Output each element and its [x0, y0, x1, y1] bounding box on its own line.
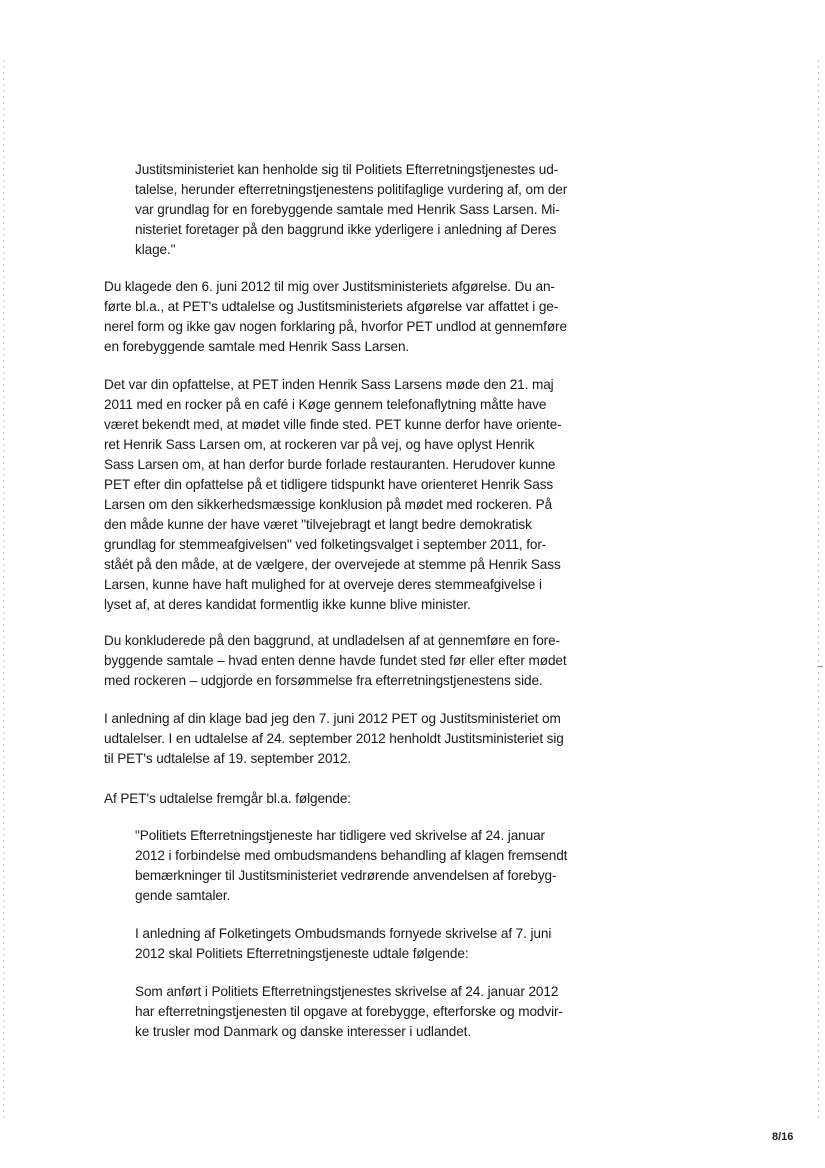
scan-edge-left: [3, 60, 4, 1120]
text-line: en forebyggende samtale med Henrik Sass Larsen.: [104, 339, 410, 354]
text-line: Af PET's udtalelse fremgår bl.a. følgende:: [104, 791, 351, 806]
text-line: grundlag for stemmeafgivelsen" ved folketingsvalget i september 2011, for-: [104, 537, 547, 552]
text-line: Larsen, kunne have haft mulighed for at overveje deres stemmeafgivelse i: [104, 577, 542, 592]
text-line: 2012 i forbindelse med ombudsmandens behandling af klagen fremsendt: [135, 848, 568, 863]
text-line: ret Henrik Sass Larsen om, at rockeren var på vej, og have oplyst Henrik: [104, 437, 535, 452]
text-line: Justitsministeriet kan henholde sig til Politiets Efterretningstjenestes ud-: [135, 162, 559, 177]
text-line: talelse, herunder efterretningstjenestens politifaglige vurdering af, om der: [135, 182, 568, 197]
text-line: Sass Larsen om, at han derfor burde forlade restauranten. Herudover kunne: [104, 457, 556, 472]
text-line: I anledning af din klage bad jeg den 7. juni 2012 PET og Justitsministeriet om: [104, 711, 561, 726]
text-line: har efterretningstjenesten til opgave at forebygge, efterforske og modvir-: [135, 1004, 563, 1019]
scan-edge-right: [818, 60, 819, 1120]
text-line: Du klagede den 6. juni 2012 til mig over Justitsministeriets afgørelse. Du an-: [104, 279, 555, 294]
text-line: byggende samtale – hvad enten denne havde fundet sted før eller efter mødet: [104, 653, 567, 668]
text-line: til PET's udtalelse af 19. september 2012.: [104, 751, 351, 766]
text-line: Du konkluderede på den baggrund, at undladelsen af at gennemføre en fore-: [104, 633, 560, 648]
text-line: nisteriet foretager på den baggrund ikke yderligere i anledning af Deres: [135, 222, 557, 237]
text-line: udtalelser. I en udtalelse af 24. september 2012 henholdt Justitsministeriet sig: [104, 731, 564, 746]
text-line: lyset af, at deres kandidat formentlig ikke kunne blive minister.: [104, 597, 471, 612]
text-line: nerel form og ikke gav nogen forklaring på, hvorfor PET undlod at gennemføre: [104, 319, 567, 334]
text-line: 2011 med en rocker på en café i Køge gennem telefonaflytning måtte have: [104, 397, 547, 412]
page-number: 8/16: [772, 1131, 794, 1143]
text-line: "Politiets Efterretningstjeneste har tidligere ved skrivelse af 24. januar: [135, 828, 545, 843]
text-line: klage.": [135, 242, 176, 257]
text-line: været bekendt med, at mødet ville finde sted. PET kunne derfor have oriente-: [104, 417, 562, 432]
text-line: med rockeren – udgjorde en forsømmelse fra efterretningstjenestens side.: [104, 673, 543, 688]
text-line: Larsen om den sikkerhedsmæssige konklusion på mødet med rockeren. På: [104, 497, 553, 512]
scan-mark: [818, 666, 823, 667]
text-line: 2012 skal Politiets Efterretningstjeneste udtale følgende:: [135, 946, 469, 961]
text-line: ke trusler mod Danmark og danske interesser i udlandet.: [135, 1024, 472, 1039]
text-line: førte bl.a., at PET's udtalelse og Justitsministeriets afgørelse var affattet i ge-: [104, 299, 559, 314]
text-line: I anledning af Folketingets Ombudsmands fornyede skrivelse af 7. juni: [135, 926, 552, 941]
text-line: Det var din opfattelse, at PET inden Henrik Sass Larsens møde den 21. maj: [104, 377, 554, 392]
text-line: var grundlag for en forebyggende samtale med Henrik Sass Larsen. Mi-: [135, 202, 560, 217]
text-line: den måde kunne der have været "tilvejebragt et langt bedre demokratisk: [104, 517, 532, 532]
text-line: ståét på den måde, at de vælgere, der overvejede at stemme på Henrik Sass: [104, 557, 561, 572]
text-line: bemærkninger til Justitsministeriet vedrørende anvendelsen af forebyg-: [135, 868, 557, 883]
text-line: gende samtaler.: [135, 888, 231, 903]
text-line: Som anført i Politiets Efterretningstjenestes skrivelse af 24. januar 2012: [135, 984, 559, 999]
text-line: PET efter din opfattelse på et tidligere tidspunkt have orienteret Henrik Sass: [104, 477, 554, 492]
